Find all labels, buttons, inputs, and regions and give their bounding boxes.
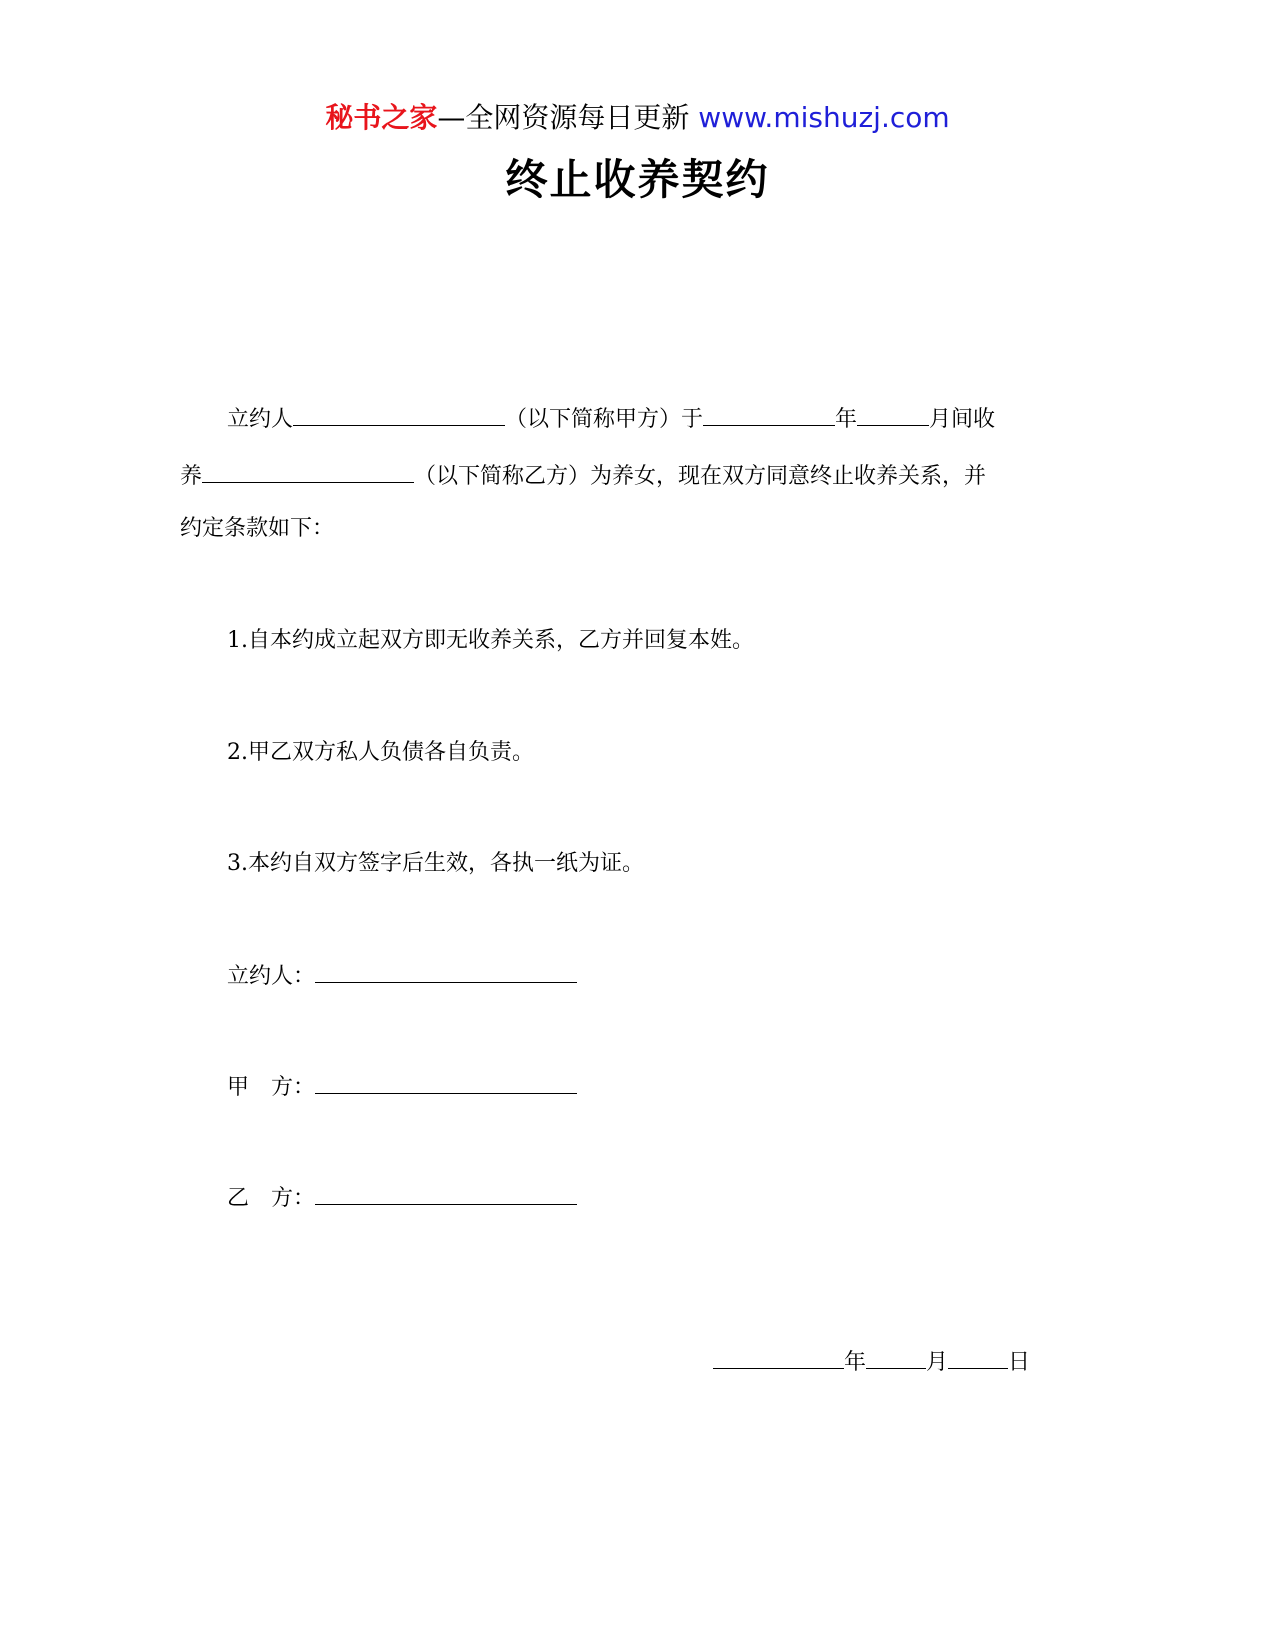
signature-party-b-row xyxy=(227,1182,577,1214)
clause-1: 1.自本约成立起双方即无收养关系，乙方并回复本姓。 xyxy=(227,628,754,653)
month-label: 月间收 xyxy=(929,407,996,432)
intro-line-1 xyxy=(227,403,995,435)
date-row xyxy=(713,1346,1030,1378)
signature-party-b-label: 乙 方： xyxy=(227,1186,316,1211)
adoption-month-blank[interactable] xyxy=(857,403,929,426)
date-day-label: 日 xyxy=(1008,1350,1031,1375)
party-a-name-blank[interactable] xyxy=(293,403,505,426)
signature-party-a-row xyxy=(227,1071,577,1103)
adoption-year-blank[interactable] xyxy=(703,403,835,426)
date-year-label: 年 xyxy=(844,1350,867,1375)
intro-line-3: 约定条款如下： xyxy=(180,516,335,541)
site-url-link[interactable]: www.mishuzj.com xyxy=(698,101,950,134)
signature-signer-row xyxy=(227,960,577,992)
clause-2: 2.甲乙双方私人负债各自负责。 xyxy=(227,740,534,765)
clause-3: 3.本约自双方签字后生效，各执一纸为证。 xyxy=(227,851,644,876)
date-month-label: 月 xyxy=(926,1350,949,1375)
adopt-label: 养 xyxy=(180,464,203,489)
intro-text-abbrev-a: （以下简称甲方）于 xyxy=(505,407,704,432)
party-b-name-blank[interactable] xyxy=(202,460,414,483)
document-title: 终止收养契约 xyxy=(505,155,770,204)
signature-party-b-blank[interactable] xyxy=(315,1182,577,1205)
intro-line-2 xyxy=(180,460,986,492)
signature-party-a-label: 甲 方： xyxy=(227,1075,316,1100)
date-year-blank[interactable] xyxy=(713,1346,844,1369)
brand-name: 秘书之家 xyxy=(325,101,438,134)
signer-label: 立约人 xyxy=(227,407,294,432)
signature-signer-label: 立约人： xyxy=(227,964,316,989)
year-label: 年 xyxy=(835,407,858,432)
site-header xyxy=(0,98,1275,138)
header-tagline: —全网资源每日更新 xyxy=(437,101,690,134)
signature-party-a-blank[interactable] xyxy=(315,1071,577,1094)
date-day-blank[interactable] xyxy=(948,1346,1008,1369)
signature-signer-blank[interactable] xyxy=(315,960,577,983)
date-month-blank[interactable] xyxy=(866,1346,926,1369)
intro-text-abbrev-b: （以下简称乙方）为养女，现在双方同意终止收养关系，并 xyxy=(414,464,987,489)
